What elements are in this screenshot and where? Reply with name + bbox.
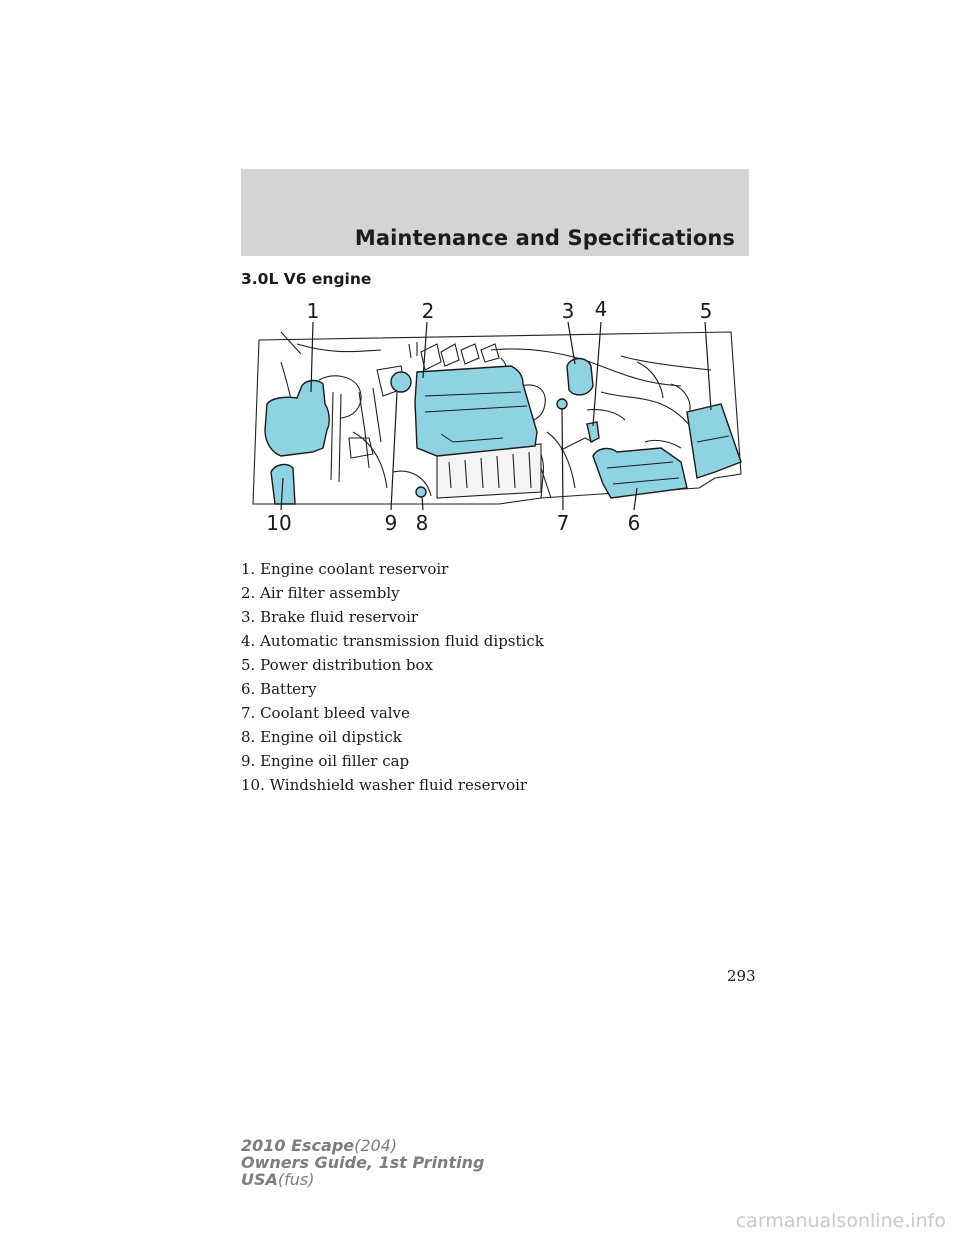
callout-3: 3 bbox=[561, 299, 575, 323]
section-header-band bbox=[241, 169, 749, 256]
footer-market: USA bbox=[241, 1170, 278, 1189]
legend-item: 4. Automatic transmission fluid dipstick bbox=[241, 632, 544, 650]
document-footer bbox=[241, 1137, 484, 1188]
legend-item: 7. Coolant bleed valve bbox=[241, 704, 410, 722]
callout-2: 2 bbox=[421, 299, 435, 323]
legend-item: 9. Engine oil filler cap bbox=[241, 752, 410, 770]
watermark: carmanualsonline.info bbox=[735, 1210, 946, 1232]
page-number: 293 bbox=[727, 967, 756, 985]
legend-item: 6. Battery bbox=[241, 680, 317, 698]
legend-item: 1. Engine coolant reservoir bbox=[241, 560, 449, 578]
footer-market-code: (fus) bbox=[277, 1170, 315, 1189]
section-header-title: Maintenance and Specifications bbox=[354, 226, 735, 250]
callout-5: 5 bbox=[699, 299, 713, 323]
engine-heading: 3.0L V6 engine bbox=[241, 270, 372, 288]
footer-guide: Owners Guide, 1st Printing bbox=[241, 1153, 485, 1172]
callout-9: 9 bbox=[384, 511, 398, 535]
footer-model-code: (204) bbox=[354, 1136, 398, 1155]
legend-item: 8. Engine oil dipstick bbox=[241, 728, 402, 746]
callout-7: 7 bbox=[556, 511, 570, 535]
callout-10: 10 bbox=[266, 511, 292, 535]
legend-item: 5. Power distribution box bbox=[241, 656, 433, 674]
legend-item: 10. Windshield washer fluid reservoir bbox=[241, 776, 528, 794]
component-legend bbox=[241, 557, 544, 797]
legend-item: 2. Air filter assembly bbox=[241, 584, 400, 602]
footer-model: 2010 Escape bbox=[241, 1136, 355, 1155]
callout-6: 6 bbox=[627, 511, 641, 535]
legend-item: 3. Brake fluid reservoir bbox=[241, 608, 419, 626]
callout-4: 4 bbox=[594, 297, 608, 321]
engine-compartment-diagram bbox=[241, 292, 749, 544]
callout-1: 1 bbox=[306, 299, 320, 323]
callout-8: 8 bbox=[415, 511, 429, 535]
